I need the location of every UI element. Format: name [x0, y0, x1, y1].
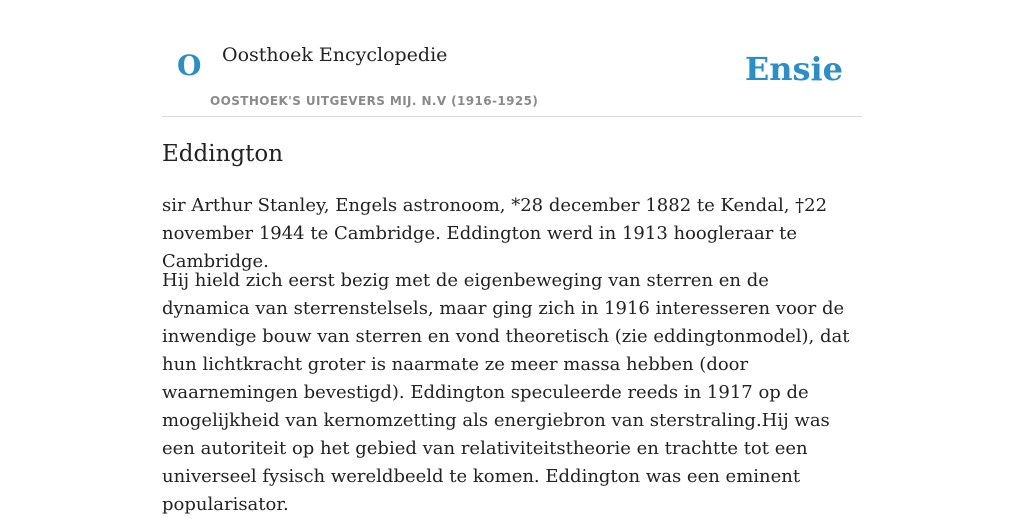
entry-title: Eddington	[162, 141, 284, 167]
page	[162, 0, 862, 515]
entry-paragraph: Hij hield zich eerst bezig met de eigenbeweging van sterren en de dynamica van sterrenstelsels, maar ging zich in 1916 interesseren voor de inwendige bouw van sterren en vond theoretisch (zie eddingtonmodel), dat hun lichtkracht groter is naarmate ze meer massa hebben (door waarnemingen bevestigd). Eddington speculeerde reeds in 1917 op de mogelijkheid van kernomzetting als energiebron van sterstraling.Hij was een autoriteit op het gebied van relativiteitstheorie en trachtte tot een universeel fysisch wereldbeeld te komen. Eddington was een eminent popularisator.	[162, 270, 850, 515]
publication-title[interactable]: Oosthoek Encyclopedie	[222, 44, 448, 66]
publication-logo[interactable]: O	[177, 49, 202, 82]
publisher-line: OOSTHOEK'S UITGEVERS MIJ. N.V (1916-1925)	[210, 94, 539, 108]
header	[162, 0, 862, 117]
entry-paragraph: sir Arthur Stanley, Engels astronoom, *28 december 1882 te Kendal, †22 november 1944 te Cambridge. Eddington werd in 1913 hoogleraar te Cambridge.	[162, 195, 828, 272]
ensie-logo-link[interactable]: Ensie	[744, 50, 843, 88]
